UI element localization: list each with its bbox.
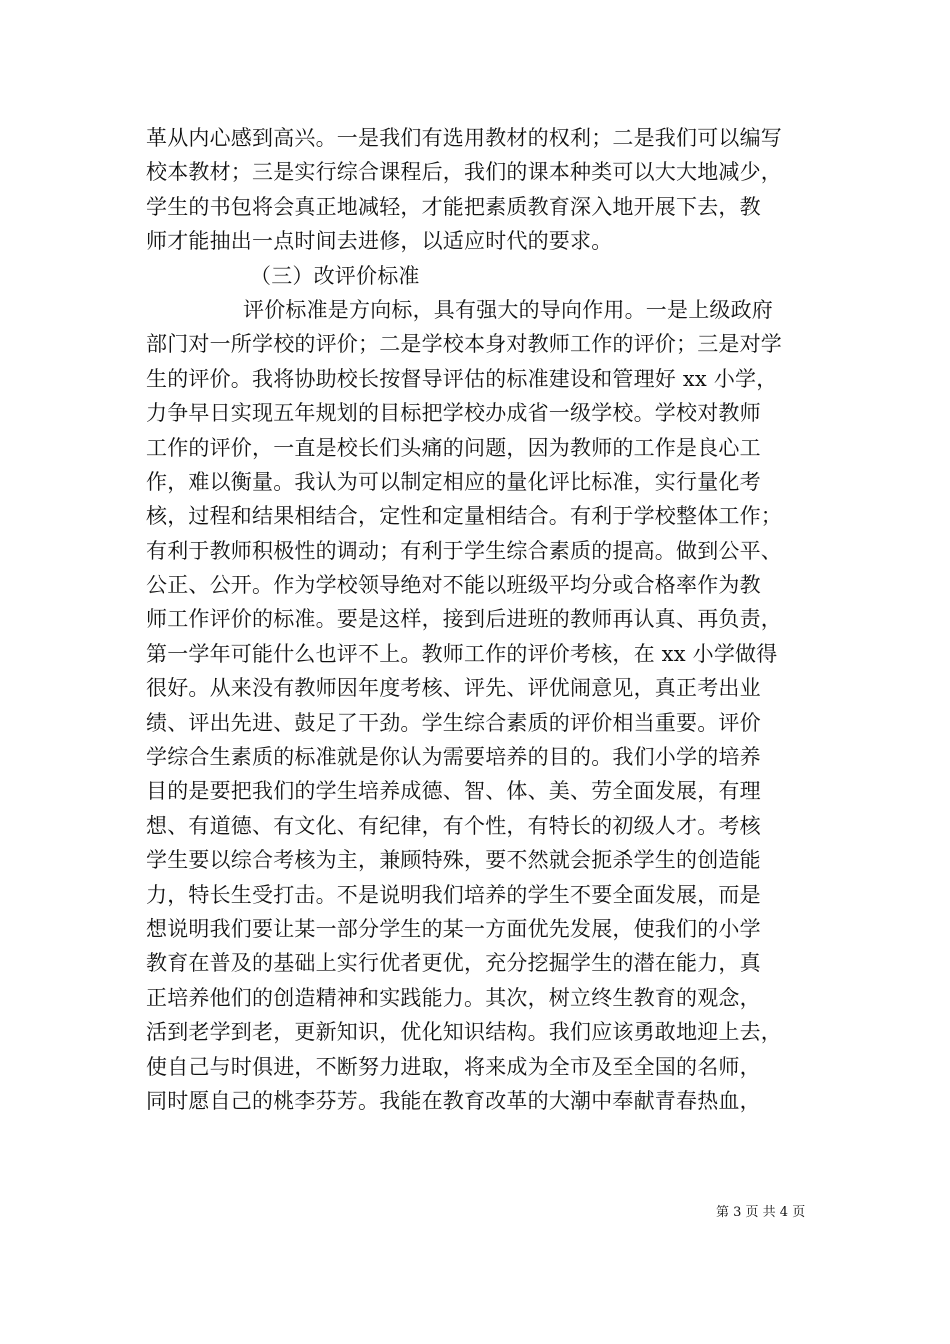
text-line: 学综合生素质的标准就是你认为需要培养的目的。我们小学的培养 [146, 745, 761, 770]
text-line: 公正、公开。作为学校领导绝对不能以班级平均分或合格率作为教 [146, 573, 761, 598]
text-line: 同时愿自己的桃李芬芳。我能在教育改革的大潮中奉献青春热血， [146, 1088, 761, 1113]
text-line: 有利于教师积极性的调动；有利于学生综合素质的提高。做到公平、 [146, 538, 782, 563]
text-line: 想、有道德、有文化、有纪律，有个性，有特长的初级人才。考核 [146, 813, 761, 838]
text-line: 核，过程和结果相结合，定性和定量相结合。有利于学校整体工作； [146, 504, 782, 529]
page-number-footer: 第 3 页 共 4 页 [716, 1205, 806, 1220]
paragraph-first-line: 评价标准是方向标，具有强大的导向作用。一是上级政府 [243, 297, 773, 322]
text-line: 师工作评价的标准。要是这样，接到后进班的教师再认真、再负责， [146, 607, 782, 632]
text-line: 师才能抽出一点时间去进修，以适应时代的要求。 [146, 229, 613, 254]
text-line: 目的是要把我们的学生培养成德、智、体、美、劳全面发展，有理 [146, 779, 761, 804]
text-line: 生的评价。我将协助校长按督导评估的标准建设和管理好 xx 小学， [146, 366, 778, 391]
text-line: 部门对一所学校的评价；二是学校本身对教师工作的评价；三是对学 [146, 332, 782, 357]
text-line: 使自己与时俱进，不断努力进取，将来成为全市及至全国的名师， [146, 1054, 761, 1079]
text-line: 作，难以衡量。我认为可以制定相应的量化评比标准，实行量化考 [146, 469, 761, 494]
text-line: 工作的评价，一直是校长们头痛的问题，因为教师的工作是良心工 [146, 435, 761, 460]
section-heading: （三）改评价标准 [250, 263, 420, 288]
text-line: 第一学年可能什么也评不上。教师工作的评价考核，在 xx 小学做得 [146, 641, 778, 666]
text-line: 想说明我们要让某一部分学生的某一方面优先发展，使我们的小学 [146, 916, 761, 941]
text-line: 绩、评出先进、鼓足了干劲。学生综合素质的评价相当重要。评价 [146, 710, 761, 735]
body-text [146, 121, 826, 1118]
text-line: 力，特长生受打击。不是说明我们培养的学生不要全面发展，而是 [146, 882, 761, 907]
text-line: 学生要以综合考核为主，兼顾特殊，要不然就会扼杀学生的创造能 [146, 848, 761, 873]
text-line: 很好。从来没有教师因年度考核、评先、评优闹意见，真正考出业 [146, 676, 761, 701]
text-line: 力争早日实现五年规划的目标把学校办成省一级学校。学校对教师 [146, 401, 761, 426]
text-line: 革从内心感到高兴。一是我们有选用教材的权利；二是我们可以编写 [146, 126, 782, 150]
text-line: 正培养他们的创造精神和实践能力。其次，树立终生教育的观念， [146, 985, 761, 1010]
text-line: 学生的书包将会真正地减轻，才能把素质教育深入地开展下去，教 [146, 194, 761, 219]
text-line: 校本教材；三是实行综合课程后，我们的课本种类可以大大地减少， [146, 160, 782, 185]
text-line: 活到老学到老，更新知识，优化知识结构。我们应该勇敢地迎上去， [146, 1020, 782, 1045]
text-line: 教育在普及的基础上实行优者更优，充分挖掘学生的潜在能力，真 [146, 951, 761, 976]
